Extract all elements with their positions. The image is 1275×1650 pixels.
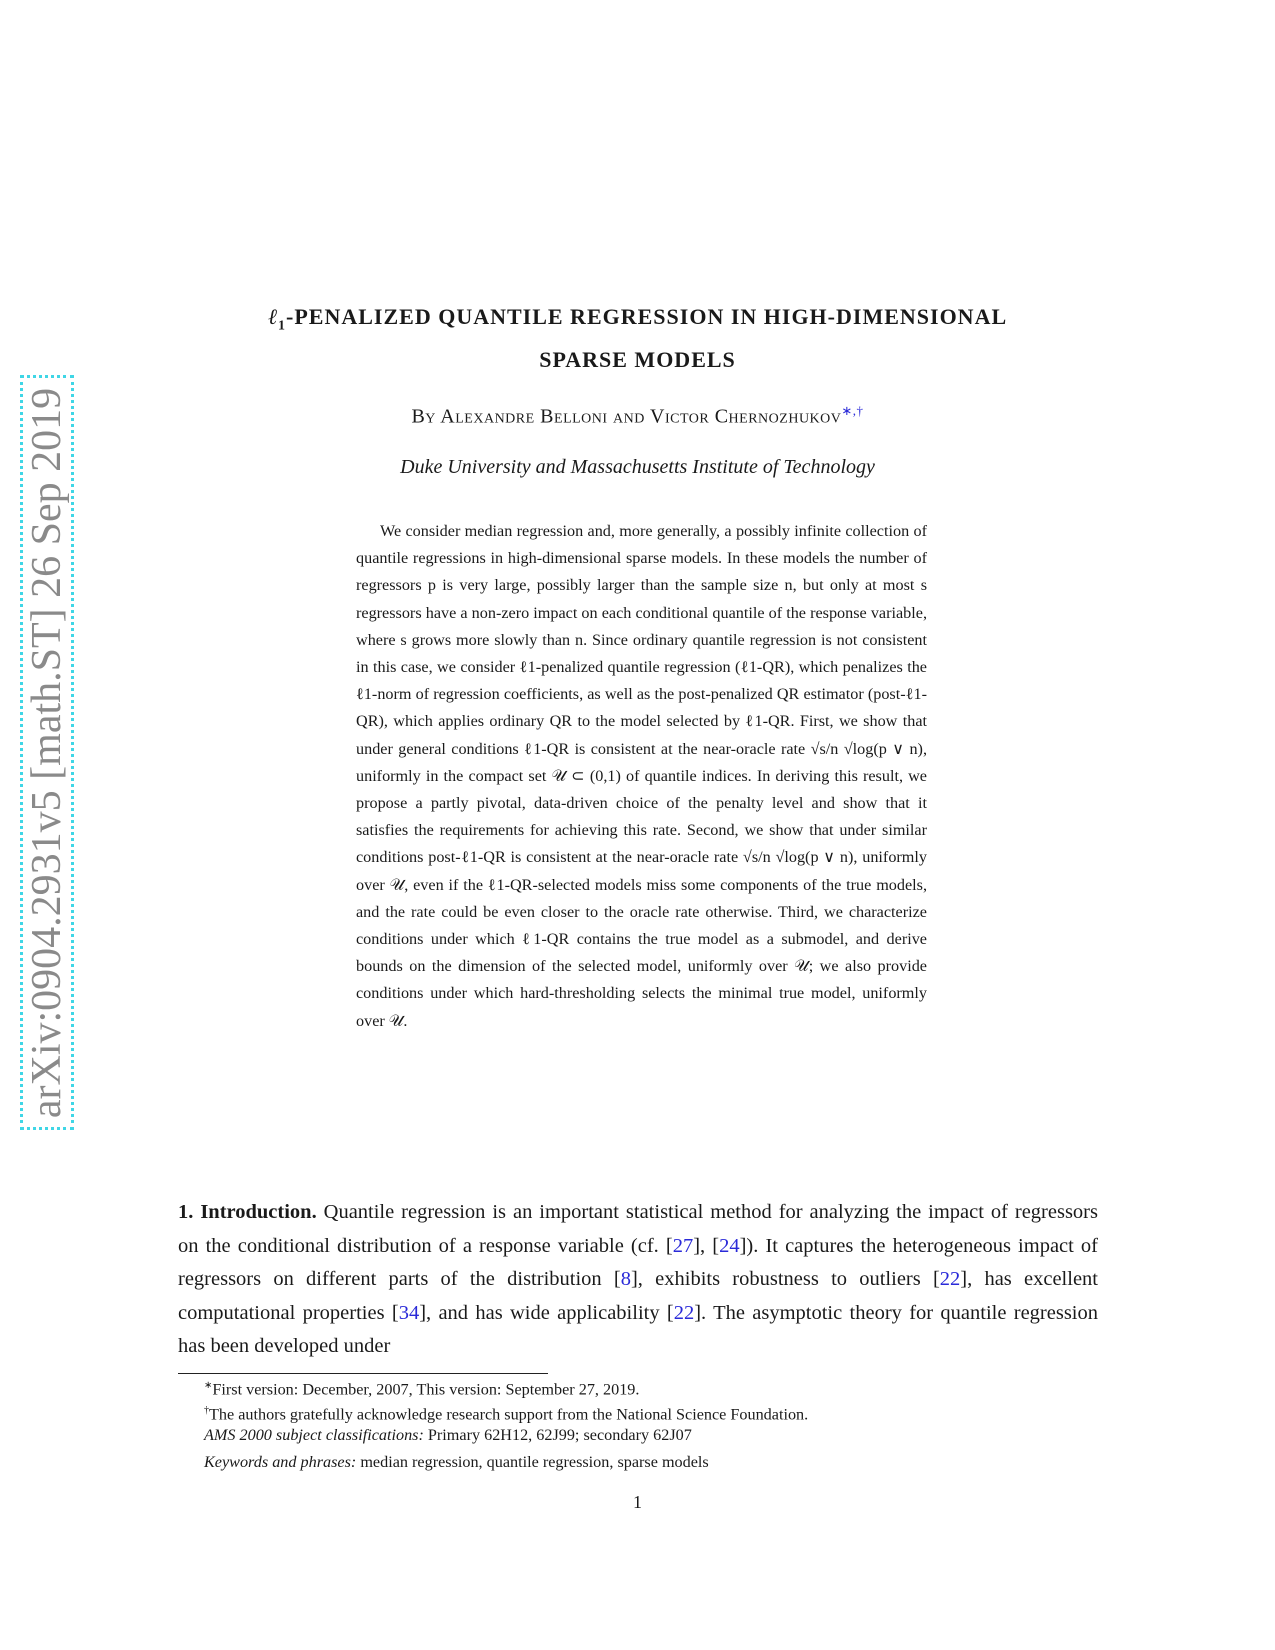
author-footnote-marks[interactable]: ∗,†: [841, 403, 864, 418]
intro-text: ], exhibits robustness to outliers [: [630, 1268, 940, 1290]
keywords: median regression, quantile regression, sparse models: [356, 1453, 709, 1471]
abstract-text: We consider median regression and, more generally, a possibly infinite collection of quantile regressions in high-dimensional sparse models. In these models the number of regressors p is very large, possibly larger than the sample size n, but only at most s regressors have a non-zero impact on each conditional quantile of the response variable, where s grows more slowly than n. Since ordinary quantile regression is not consistent in this case, we consider ℓ1-penalized quantile regression (ℓ1-QR), which penalizes the ℓ1-norm of regression coefficients, as well as the post-penalized QR estimator (post-ℓ1-QR), which applies ordinary QR to the model selected by ℓ1-QR. First, we show that under general conditions ℓ1-QR is consistent at the near-oracle rate √s/n √log(p ∨ n), uniformly in the compact set 𝒰 ⊂ (0,1) of quantile indices. In deriving this result, we propose a partly pivotal, data-driven choice of the penalty level and show that it satisfies the requirements for achieving this rate. Second, we show that under similar conditions post-ℓ1-QR is consistent at the near-oracle rate √s/n √log(p ∨ n), uniformly over 𝒰, even if the ℓ1-QR-selected models miss some components of the true models, and the rate could be even closer to the oracle rate otherwise. Third, we characterize conditions under which ℓ1-QR contains the true model as a submodel, and derive bounds on the dimension of the selected model, uniformly over 𝒰; we also provide conditions under which hard-thresholding selects the minimal true model, uniformly over 𝒰.: [356, 522, 927, 1030]
footnote-mark: †: [204, 1405, 209, 1416]
introduction-paragraph: [178, 1196, 1098, 1364]
title-subscript: 1: [278, 318, 287, 334]
keywords-label: Keywords and phrases:: [204, 1453, 357, 1471]
footnote-mark: ∗: [204, 1380, 213, 1391]
citation-link[interactable]: 34: [398, 1301, 420, 1324]
intro-text: Quantile regression is an important statistical method for analyzing the impact of regressors on the conditional distribution of a response variable (cf. [: [178, 1201, 1098, 1257]
footnote-rule: [178, 1373, 548, 1374]
citation-link[interactable]: 22: [673, 1301, 695, 1324]
author-line: [180, 403, 1095, 429]
title-text: -PENALIZED QUANTILE REGRESSION IN HIGH-DIMENSIONAL: [286, 304, 1008, 329]
authors: By Alexandre Belloni and Victor Chernozhukov: [411, 405, 842, 428]
ams-label: AMS 2000 subject classifications:: [204, 1426, 424, 1444]
page-number: 1: [633, 1492, 642, 1512]
footnote-text: First version: December, 2007, This version: September 27, 2019.: [212, 1380, 640, 1399]
title-line2: SPARSE MODELS: [539, 347, 736, 373]
footnote-funding: [204, 1401, 1084, 1424]
arxiv-stamp: [20, 375, 74, 1130]
intro-text: ], [: [693, 1234, 720, 1257]
intro-text: ]). It captures the heterogeneous impact of regressors on different parts of the distribution [: [178, 1234, 1099, 1290]
intro-text: ], and has wide applicability [: [419, 1301, 674, 1324]
footnote-keywords: [204, 1452, 1084, 1472]
paper-title: [180, 300, 1095, 377]
abstract: [356, 518, 927, 1035]
intro-text: ]. The asymptotic theory for quantile regression has been developed under: [178, 1301, 1098, 1357]
section-heading: 1. Introduction.: [178, 1201, 317, 1223]
arxiv-id: arXiv:0904.2931v5 [math.ST] 26 Sep 2019: [24, 387, 70, 1118]
footnote-version: [204, 1376, 1084, 1399]
affiliation: Duke University and Massachusetts Institute of Technology: [400, 456, 875, 478]
title-symbol: ℓ: [267, 304, 279, 329]
footnote-ams: [204, 1425, 1084, 1445]
citation-link[interactable]: 8: [620, 1268, 631, 1290]
intro-text: ], has excellent computational properties [: [178, 1268, 1098, 1324]
ams-codes: Primary 62H12, 62J99; secondary 62J07: [423, 1426, 692, 1444]
footnote-text: The authors gratefully acknowledge research support from the National Science Foundation.: [209, 1405, 809, 1424]
citation-link[interactable]: 24: [719, 1234, 740, 1257]
citation-link[interactable]: 27: [672, 1234, 694, 1257]
citation-link[interactable]: 22: [939, 1268, 961, 1290]
